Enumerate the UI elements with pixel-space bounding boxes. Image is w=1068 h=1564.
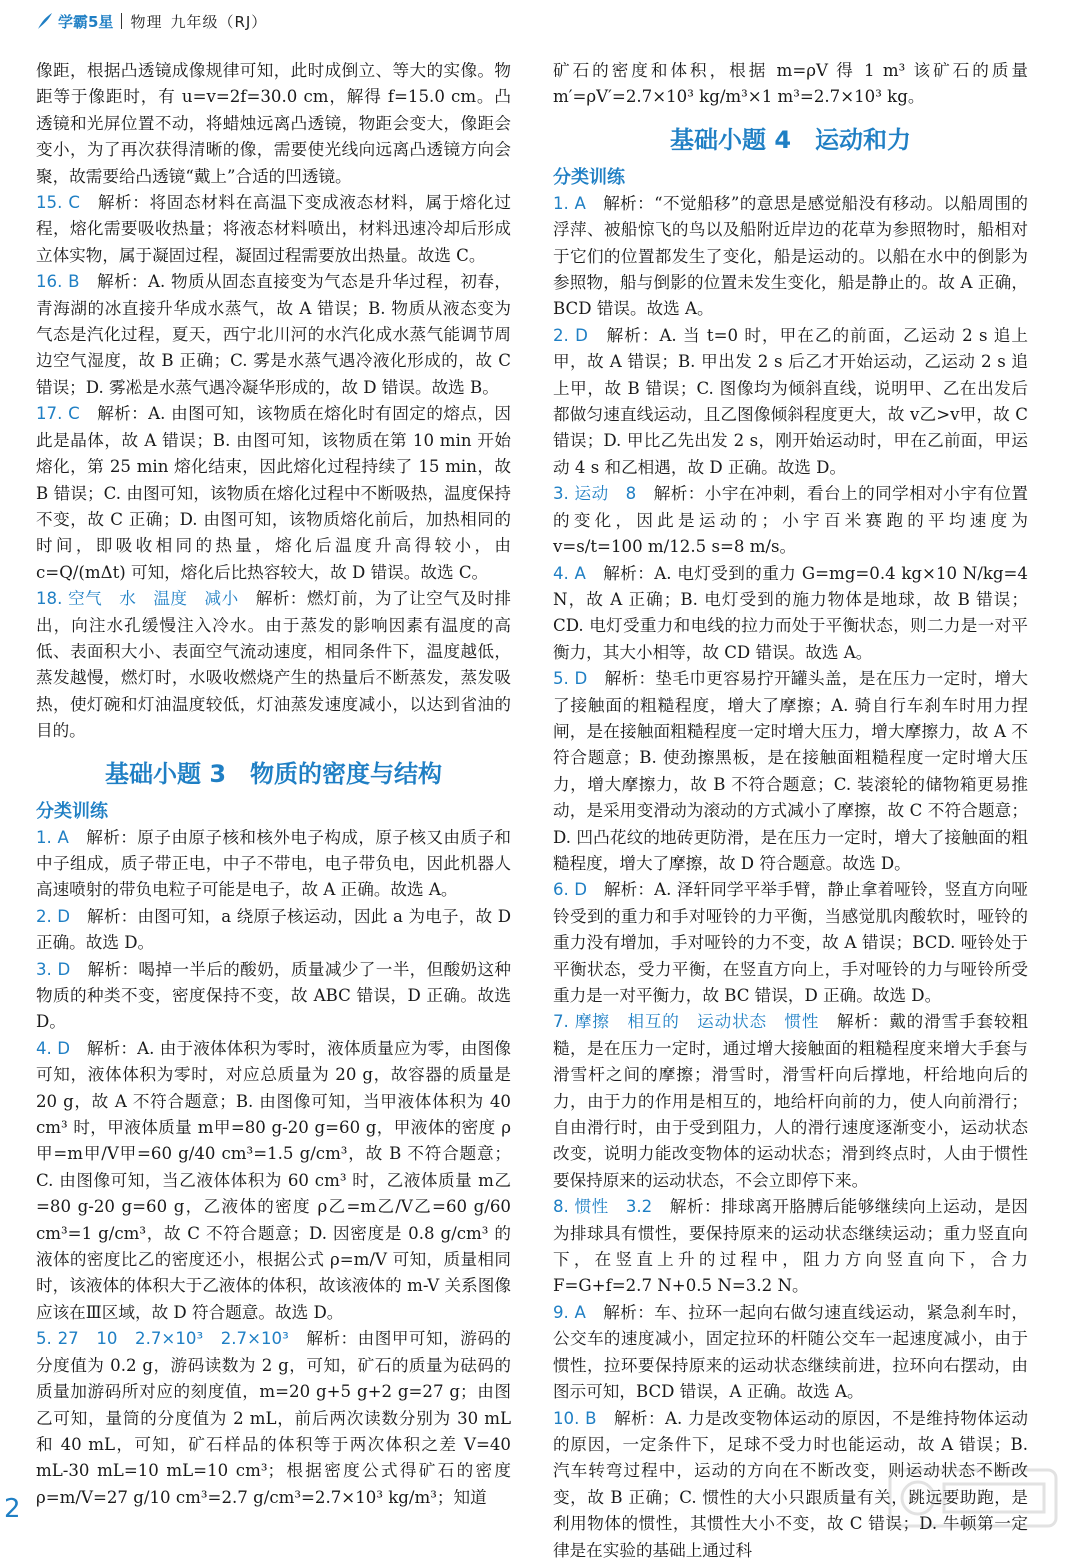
answer-number: 15. C [36,193,80,213]
page-number: 2 [4,1494,21,1524]
answer-text: 解析：A. 力是改变物体运动的原因，不是维持物体运动的原因，一定条件下，足球不受力时也能运动，故 A 错误；B. 汽车转弯过程中，运动的方向在不断改变，则运动状态不断改变，故 B 正确；C. 惯性的大小只跟质量有关，跳远要助跑，是利用物体的惯性，其惯性大小不变，故 C 错误；D. 牛顿第一定律是在实验的基础上通过科 [553,1408,1028,1560]
answer-number: 16. B [36,272,80,292]
brand-name: 学霸5星 [58,12,114,31]
answer-number: 1. A [553,193,586,213]
answer-number: 7. 摩擦 相互的 运动状态 惯性 [553,1012,820,1032]
answer-text: 解析：A. 当 t=0 时，甲在乙的前面，乙运动 2 s 追上甲，故 A 错误；B. 甲出发 2 s 后乙才开始运动，乙运动 2 s 追上甲，故 B 错误；C. 图像均为倾斜直线，说明甲、乙在出发后都做匀速直线运动，且乙图像倾斜程度更大，故 v乙>v甲，故 C 错误；D. 甲比乙先出发 2 s，刚开始运动时，甲在乙前面，甲运动 4 s 和乙相遇，故 D 正确。故选 D。 [553,325,1029,477]
left-column [36,58,511,1511]
answer-16 [36,269,511,401]
header-divider [121,13,122,29]
answer-s3-2 [36,904,511,957]
answer-s4-1 [553,191,1028,323]
answer-text: 解析：垫毛巾更容易拧开罐头盖，是在压力一定时，增大了接触面的粗糙程度，增大了摩擦；A. 骑自行车刹车时用力捏闸，是在接触面粗糙程度一定时增大压力，增大摩擦力，故 A 不符合题意；B. 使劲擦黑板，是在接触面粗糙程度一定时增大压力，增大摩擦力，故 B 不符合题意；C. 装滚轮的储物箱更易推动，是采用变滑动为滚动的方式减小了摩擦，故 C 不符合题意；D. 凹凸花纹的地砖更防滑，是在压力一定时，增大了接触面的粗糙程度，增大了摩擦，故 D 符合题意。故选 D。 [553,669,1029,873]
answer-number: 5. 27 10 2.7×10³ 2.7×10³ [36,1329,289,1349]
answer-text: 解析：由图可知，a 绕原子核运动，因此 a 为电子，故 D 正确。故选 D。 [36,906,512,953]
answer-s4-7 [553,1009,1028,1194]
answer-s3-4 [36,1036,511,1326]
section-title-4: 基础小题 4 运动和力 [669,125,912,154]
answer-15 [36,190,511,269]
answer-s4-2 [553,323,1028,481]
page-header [36,6,1032,36]
answer-s4-5 [553,666,1028,877]
answer-text: 解析：排球离开胳膊后能够继续向上运动，是因为排球具有惯性，要保持原来的运动状态继续运动；重力竖直向下，在竖直上升的过程中，阻力方向竖直向下，合力 F=G+f=2.7 N+0.5 N=3.2 N。 [553,1197,1029,1296]
answer-number: 6. D [553,880,588,900]
paragraph: 像距，根据凸透镜成像规律可知，此时成倒立、等大的实像。物距等于像距时，有 u=v=2f=30.0 cm，解得 f=15.0 cm。凸透镜和光屏位置不动，将蜡烛远离凸透镜，物距会变大，像距会变小，为了再次获得清晰的像，需要使光线向远离凸透镜方向会聚，故需要给凸透镜“戴上”合适的凹透镜。 [36,61,511,186]
answer-text: 解析：A. 物质从固态直接变为气态是升华过程，初春，青海湖的冰直接升华成水蒸气，故 A 错误；B. 物质从液态变为气态是汽化过程，夏天，西宁北川河的水汽化成水蒸气能调节周边空气湿度，故 B 正确；C. 雾是水蒸气遇冷液化形成的，故 C 错误；D. 雾凇是水蒸气遇冷凝华形成的，故 D 错误。故选 B。 [36,272,511,397]
brand-logo [36,11,113,32]
answer-number: 17. C [36,404,80,424]
answer-s4-4 [553,561,1028,667]
answer-text: 解析：将固态材料在高温下变成液态材料，属于熔化过程，熔化需要吸收热量；将液态材料喷出，材料迅速冷却后形成立体实物，属于凝固过程，凝固过程需要放出热量。故选 C。 [36,193,512,265]
answer-number: 1. A [36,827,69,847]
section-title-3: 基础小题 3 物质的密度与结构 [104,759,443,788]
answer-number: 4. D [36,1038,71,1058]
answer-s4-6 [553,877,1028,1009]
answer-17 [36,401,511,586]
answer-text: 解析：小宇在冲刺，看台上的同学相对小宇有位置的变化，因此是运动的；小宇百米赛跑的平均速度为 v=s/t=100 m/12.5 s=8 m/s。 [553,484,1029,557]
answer-number: 10. B [553,1408,597,1428]
answer-text: 解析：戴的滑雪手套较粗糙，是在压力一定时，通过增大接触面的粗糙程度来增大手套与滑雪杆之间的摩擦；滑雪时，滑雪杆向后撑地，杆给地向后的力，由于力的作用是相互的，地给杆向前的力，使人向前滑行；自由滑行时，由于受到阻力，人的滑行速度逐渐变小，运动状态改变，说明力能改变物体的运动状态；滑到终点时，人由于惯性要保持原来的运动状态，不会立即停下来。 [553,1012,1029,1190]
answer-number: 5. D [553,669,588,689]
answer-text: 解析：由图甲可知，游码的分度值为 0.2 g，游码读数为 2 g，可知，矿石的质量为砝码的质量加游码所对应的刻度值，m=20 g+5 g+2 g=27 g；由图乙可知，量筒的分度值为 2 mL，前后两次读数分别为 30 mL 和 40 mL，可知，矿石样品的体积等于两次体积之差 V=40 mL-30 mL=10 mL=10 cm³；根据密度公式得矿石的密度 ρ=m/V=27 g/10 cm³=2.7 g/cm³=2.7×10³ kg/m³；知道 [36,1329,512,1507]
answer-s4-8 [553,1194,1028,1300]
answer-s4-9 [553,1300,1028,1406]
answer-s3-1 [36,825,511,904]
answer-18 [36,586,511,744]
answer-number: 3. D [36,959,71,979]
answer-text: 解析：燃灯前，为了让空气及时排出，向注水孔缓慢注入冷水。由于蒸发的影响因素有温度的高低、表面积大小、表面空气流动速度，相同条件下，温度越低，蒸发越慢，燃灯时，水吸收燃烧产生的热量后不断蒸发，蒸发吸热，使灯碗和灯油温度较低，灯油蒸发速度减小，以达到省油的目的。 [36,589,512,741]
subsection-title: 分类训练 [553,166,625,188]
answer-number: 2. D [553,325,588,345]
answer-text: 解析：A. 泽轩同学平举手臂，静止拿着哑铃，竖直方向哑铃受到的重力和手对哑铃的力平衡，当感觉肌肉酸软时，哑铃的重力没有增加，手对哑铃的力不变，故 A 错误；BCD. 哑铃处于平衡状态，受力平衡，在竖直方向上，手对哑铃的力与哑铃所受重力是一对平衡力，故 BC 错误，D 正确。故选 D。 [553,880,1028,1005]
answer-text: 解析：喝掉一半后的酸奶，质量减少了一半，但酸奶这种物质的种类不变，密度保持不变，故 ABC 错误，D 正确。故选 D。 [36,959,512,1032]
answer-number: 18. 空气 水 温度 减小 [36,589,239,609]
answer-text: 解析：原子由原子核和核外电子构成，原子核又由质子和中子组成，质子带正电，中子不带电，电子带负电，因此机器人高速喷射的带负电粒子可能是电子，故 A 正确。故选 A。 [36,827,512,900]
answer-text: 解析：A. 由图可知，该物质在熔化时有固定的熔点，因此是晶体，故 A 错误；B. 由图可知，该物质在第 10 min 开始熔化，第 25 min 熔化结束，因此熔化过程持续了 15 min，故 B 错误；C. 由图可知，该物质在熔化过程中不断吸热，温度保持不变，故 C 正确；D. 由图可知，该物质熔化前后，加热相同的时间，即吸收相同的热量，熔化后温度升高得较小，由 c=Q/(mΔt) 可知，熔化后比热容较大，故 D 错误。故选 C。 [36,404,511,582]
answer-number: 9. A [553,1302,586,1322]
answer-text: 解析：A. 由于液体体积为零时，液体质量应为零，由图像可知，液体体积为零时，对应总质量为 20 g，故容器的质量是 20 g，故 A 不符合题意；B. 由图像可知，当甲液体体积为 40 cm³ 时，甲液体质量 m甲=80 g-20 g=60 g，甲液体的密度 ρ甲=m甲/V甲=60 g/40 cm³=1.5 g/cm³，故 B 不符合题意；C. 由图像可知，当乙液体体积为 60 cm³ 时，乙液体质量 m乙=80 g-20 g=60 g，乙液体的密度 ρ乙=m乙/V乙=60 g/60 cm³=1 g/cm³，故 C 不符合题意；D. 因密度是 0.8 g/cm³ 的液体的密度比乙的密度还小，根据公式 ρ=m/V 可知，质量相同时，该液体的体积大于乙液体的体积，故该液体的 m-V 关系图像应该在Ⅲ区域，故 D 符合题意。故选 D。 [36,1038,511,1322]
answer-number: 8. 惯性 3.2 [553,1197,653,1217]
answer-text: 解析：车、拉环一起向右做匀速直线运动，紧急刹车时，公交车的速度减小，固定拉环的杆随公交车一起速度减小，由于惯性，拉环要保持原来的运动状态继续前进，拉环向右摆动，由图示可知，BCD 错误，A 正确。故选 A。 [553,1302,1029,1402]
subject-label: 物理 [130,12,163,31]
grade-label: 九年级（RJ） [170,12,268,31]
answer-text: 解析：“不觉船移”的意思是感觉船没有移动。以船周围的浮萍、被船惊飞的鸟以及船附近岸边的花草为参照物时，船相对于它们的位置都发生了变化，船是运动的。以船在水中的倒影为参照物，船与倒影的位置未发生变化，船是静止的。故 A 正确，BCD 错误。故选 A。 [553,193,1028,319]
right-column [553,58,1028,1564]
answer-s4-3 [553,481,1028,560]
answer-s3-3 [36,957,511,1036]
subsection-title: 分类训练 [36,800,108,822]
watermark-logo [888,1468,1058,1528]
answer-number: 2. D [36,906,71,926]
feather-icon [36,11,54,31]
paragraph: 矿石的密度和体积，根据 m=ρV 得 1 m³ 该矿石的质量 m′=ρV′=2.7×10³ kg/m³×1 m³=2.7×10³ kg。 [553,61,1028,107]
answer-text: 解析：A. 电灯受到的重力 G=mg=0.4 kg×10 N/kg=4 N，故 A 正确；B. 电灯受到的施力物体是地球，故 B 错误；CD. 电灯受重力和电线的拉力而处于平衡状态，则二力是一对平衡力，其大小相等，故 CD 错误。故选 A。 [553,563,1028,662]
answer-number: 4. A [553,563,586,583]
answer-s3-5 [36,1326,511,1511]
answer-number: 3. 运动 8 [553,484,637,504]
